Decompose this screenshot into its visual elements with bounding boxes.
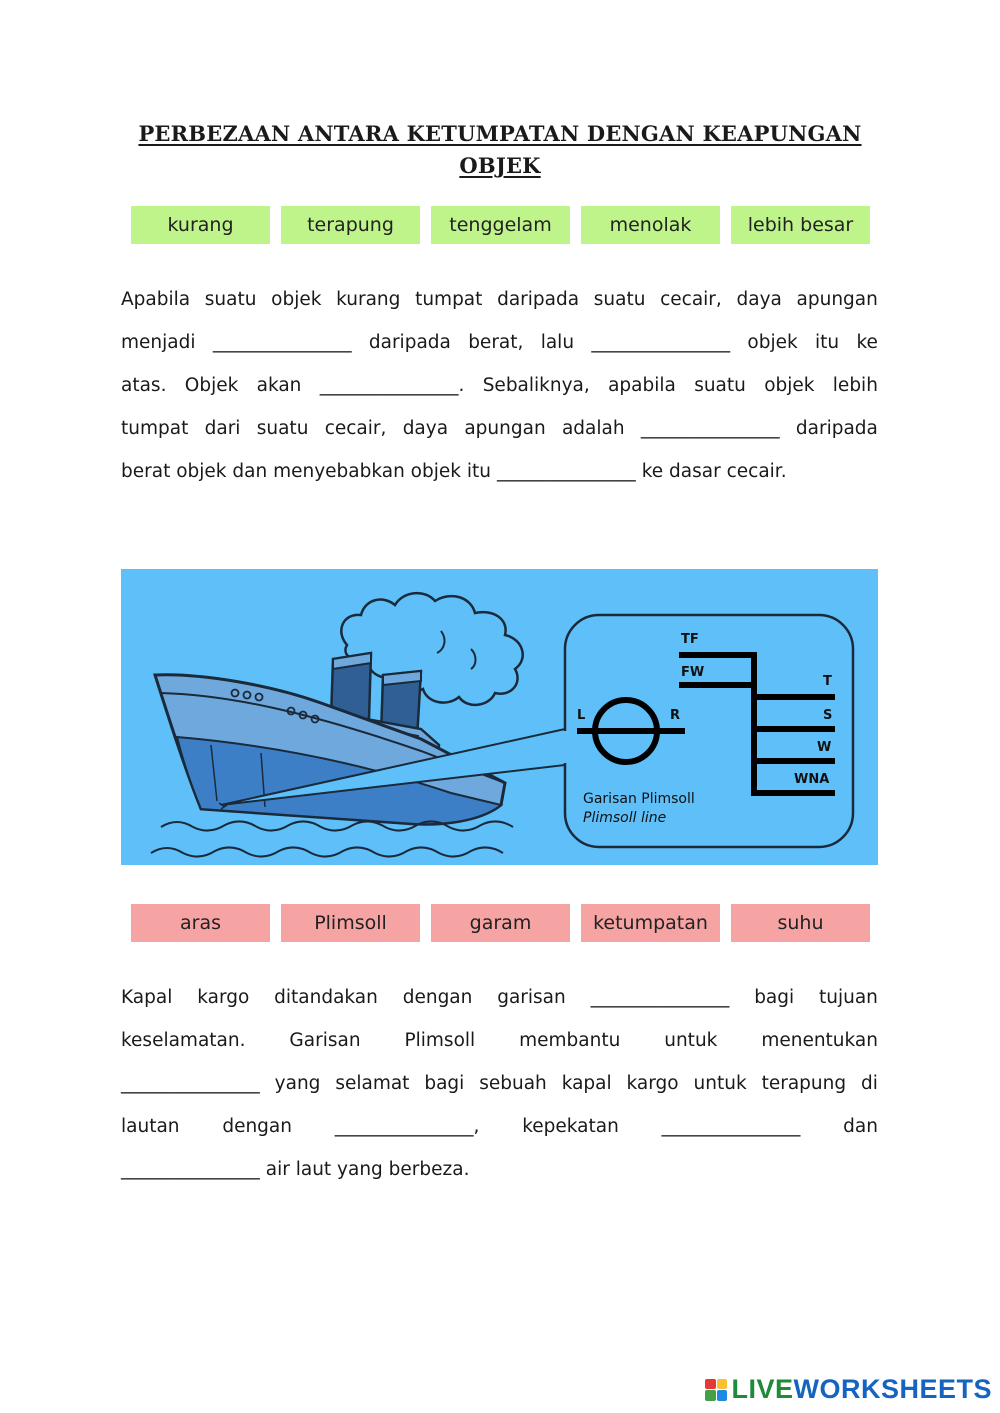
text-segment: ke dasar cecair. — [641, 461, 787, 482]
text-segment: kepekatan — [522, 1116, 619, 1137]
logo-square — [717, 1390, 728, 1401]
answer-blank[interactable]: _______________ — [121, 1159, 260, 1180]
paragraph-plimsoll-line — [121, 976, 878, 1191]
text-segment: dengan — [222, 1116, 292, 1137]
word-bank-1-chip[interactable]: tenggelam — [431, 206, 570, 244]
text-segment: menjadi — [121, 332, 196, 353]
text-line — [121, 1019, 878, 1062]
text-segment: daripada — [497, 289, 580, 310]
text-segment: bagi — [424, 1073, 465, 1094]
liveworksheets-logo — [705, 1374, 992, 1405]
title-line-2: OBJEK — [459, 153, 541, 178]
text-segment: kurang — [336, 289, 401, 310]
text-segment: tujuan — [819, 987, 878, 1008]
text-segment: daya — [402, 418, 449, 439]
text-segment: tumpat — [415, 289, 483, 310]
text-segment: Kapal — [121, 987, 173, 1008]
text-segment: kargo — [197, 987, 250, 1008]
text-segment: suatu — [256, 418, 309, 439]
text-segment: adalah — [561, 418, 625, 439]
text-segment: daripada — [368, 332, 451, 353]
text-segment: berat objek dan menyebabkan objek itu — [121, 461, 491, 482]
text-segment: apungan — [464, 418, 546, 439]
text-line — [121, 407, 878, 450]
text-line — [121, 1148, 878, 1191]
page-title — [100, 118, 900, 182]
text-line — [121, 321, 878, 364]
text-segment: yang — [274, 1073, 321, 1094]
text-segment: Objek — [184, 375, 239, 396]
text-segment: atas. — [121, 375, 167, 396]
word-bank-1-chip[interactable]: kurang — [131, 206, 270, 244]
answer-blank[interactable]: _______________, — [334, 1116, 480, 1137]
caption-malay: Garisan Plimsoll — [583, 791, 695, 807]
text-segment: Sebaliknya, — [482, 375, 590, 396]
logo-square — [705, 1379, 716, 1390]
plimsoll-figure — [121, 569, 878, 865]
word-bank-2-chip[interactable]: aras — [131, 904, 270, 942]
word-bank-1 — [131, 206, 870, 244]
callout-wedge-join — [561, 731, 569, 763]
word-bank-2-chip[interactable]: ketumpatan — [581, 904, 720, 942]
text-segment: membantu — [519, 1030, 621, 1051]
text-line — [121, 1105, 878, 1148]
text-segment: daya — [736, 289, 782, 310]
text-segment: akan — [256, 375, 302, 396]
text-segment: lebih — [832, 375, 878, 396]
word-bank-2 — [131, 904, 870, 942]
answer-blank[interactable]: _______________ — [591, 332, 731, 353]
text-segment: cecair, — [660, 289, 722, 310]
text-segment: untuk — [693, 1073, 747, 1094]
text-segment: untuk — [664, 1030, 718, 1051]
text-line — [121, 976, 878, 1019]
text-segment: Garisan — [289, 1030, 361, 1051]
text-segment: cecair, — [324, 418, 387, 439]
word-bank-1-chip[interactable]: menolak — [581, 206, 720, 244]
caption-english: Plimsoll line — [583, 810, 667, 826]
logo-square — [717, 1379, 728, 1390]
text-segment: keselamatan. — [121, 1030, 246, 1051]
text-segment: apabila — [608, 375, 676, 396]
text-segment: dan — [843, 1116, 878, 1137]
text-segment: Apabila — [121, 289, 191, 310]
text-segment: Plimsoll — [404, 1030, 476, 1051]
word-bank-2-chip[interactable]: Plimsoll — [281, 904, 420, 942]
logo-text-worksheets: WORKSHEETS — [793, 1374, 992, 1404]
text-line — [121, 450, 878, 493]
text-segment: terapung — [761, 1073, 847, 1094]
answer-blank[interactable]: _______________. — [319, 375, 465, 396]
text-segment: dengan — [402, 987, 473, 1008]
word-bank-2-chip[interactable]: suhu — [731, 904, 870, 942]
label-s: S — [823, 708, 833, 723]
answer-blank[interactable]: _______________ — [661, 1116, 801, 1137]
logo-mark-icon — [705, 1379, 727, 1401]
text-segment: air laut yang berbeza. — [265, 1159, 470, 1180]
text-segment: objek — [271, 289, 322, 310]
text-segment: selamat — [335, 1073, 410, 1094]
text-segment: garisan — [497, 987, 566, 1008]
text-segment: sebuah — [479, 1073, 547, 1094]
text-segment: bagi — [754, 987, 795, 1008]
answer-blank[interactable]: _______________ — [212, 332, 352, 353]
answer-blank[interactable]: _______________ — [640, 418, 780, 439]
text-segment: menentukan — [761, 1030, 878, 1051]
text-segment: suatu — [593, 289, 646, 310]
text-segment: berat, — [468, 332, 524, 353]
text-segment: dari — [204, 418, 241, 439]
word-bank-1-chip[interactable]: lebih besar — [731, 206, 870, 244]
label-fw: FW — [681, 665, 705, 680]
text-segment: objek — [747, 332, 798, 353]
answer-blank[interactable]: _______________ — [590, 987, 730, 1008]
text-segment: ditandakan — [274, 987, 378, 1008]
text-segment: lalu — [540, 332, 575, 353]
label-wna: WNA — [794, 772, 830, 787]
label-t: T — [823, 674, 832, 689]
text-segment: ke — [856, 332, 878, 353]
text-segment: suatu — [694, 375, 746, 396]
text-segment: tumpat — [121, 418, 189, 439]
logo-text-live: LIVE — [731, 1374, 794, 1404]
text-segment: kapal — [561, 1073, 612, 1094]
text-line — [121, 1062, 878, 1105]
label-tf: TF — [681, 632, 699, 647]
word-bank-2-chip[interactable]: garam — [431, 904, 570, 942]
text-line — [121, 364, 878, 407]
answer-blank[interactable]: _______________ — [496, 461, 636, 482]
paragraph-density-buoyancy — [121, 278, 878, 493]
label-l: L — [577, 708, 586, 723]
label-r: R — [670, 708, 681, 723]
title-line-1: PERBEZAAN ANTARA KETUMPATAN DENGAN KEAPUNGAN — [138, 121, 862, 146]
label-w: W — [817, 740, 832, 755]
text-line — [121, 278, 878, 321]
text-segment: itu — [815, 332, 840, 353]
text-segment: apungan — [796, 289, 878, 310]
text-segment: objek — [764, 375, 815, 396]
answer-blank[interactable]: _______________ — [121, 1073, 260, 1094]
text-segment: daripada — [795, 418, 878, 439]
text-segment: kargo — [626, 1073, 679, 1094]
text-segment: lautan — [121, 1116, 180, 1137]
logo-square — [705, 1390, 716, 1401]
text-segment: suatu — [204, 289, 257, 310]
text-segment: di — [861, 1073, 878, 1094]
word-bank-1-chip[interactable]: terapung — [281, 206, 420, 244]
